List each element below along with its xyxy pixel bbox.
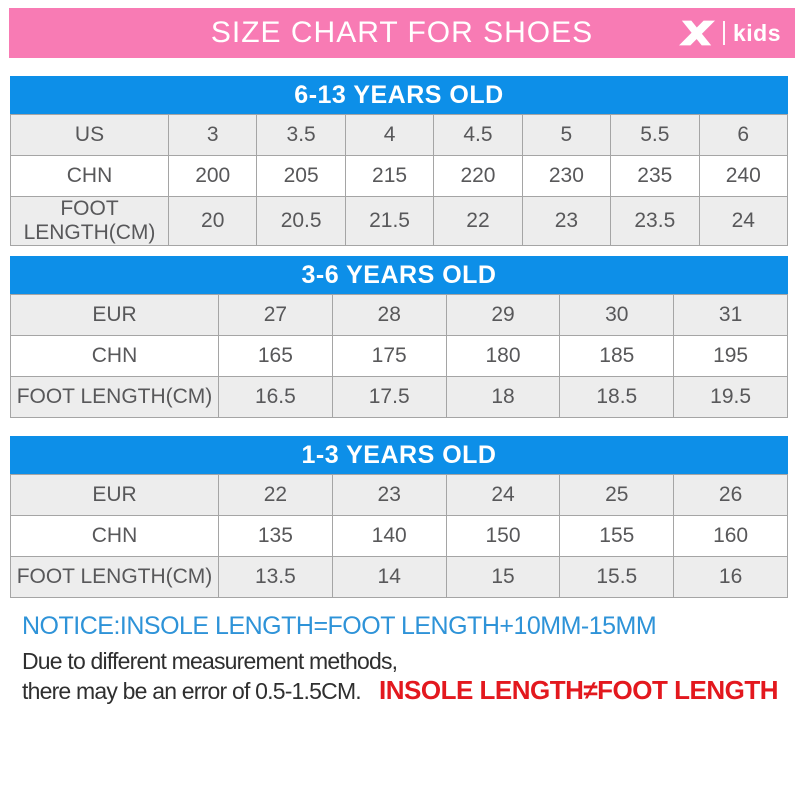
row-label-us: US [11, 115, 169, 156]
cell-eur3-1: 23 [332, 475, 446, 516]
cell-us-3: 4.5 [434, 115, 522, 156]
cell-eur2-2: 29 [446, 295, 560, 336]
cell-eur3-4: 26 [674, 475, 788, 516]
cell-chn3-2: 150 [446, 516, 560, 557]
cell-fl3-0: 13.5 [219, 557, 333, 598]
cell-fl3-4: 16 [674, 557, 788, 598]
cell-fl2-1: 17.5 [332, 377, 446, 418]
cell-fl2-2: 18 [446, 377, 560, 418]
cell-eur3-3: 25 [560, 475, 674, 516]
row-label-footlength-1: FOOT LENGTH(CM) [11, 197, 169, 246]
cell-chn1-1: 205 [257, 156, 345, 197]
cell-chn1-3: 220 [434, 156, 522, 197]
cell-us-0: 3 [169, 115, 257, 156]
cell-fl3-3: 15.5 [560, 557, 674, 598]
cell-us-2: 4 [345, 115, 433, 156]
cell-chn2-0: 165 [219, 336, 333, 377]
cell-chn2-1: 175 [332, 336, 446, 377]
cell-chn1-5: 235 [611, 156, 699, 197]
table-row-us [11, 115, 788, 156]
cell-us-4: 5 [522, 115, 610, 156]
table-row-footlength-2 [11, 377, 788, 418]
size-table-6-13-years [10, 76, 788, 246]
cell-eur2-1: 28 [332, 295, 446, 336]
page-title: SIZE CHART FOR SHOES [210, 16, 594, 49]
cell-chn1-2: 215 [345, 156, 433, 197]
notice-section [22, 612, 788, 706]
row-label-eur-3: EUR [11, 475, 219, 516]
row-label-chn-1: CHN [11, 156, 169, 197]
notice-warning: INSOLE LENGTH≠FOOT LENGTH [379, 675, 778, 705]
cell-fl2-3: 18.5 [560, 377, 674, 418]
size-grid-1-3 [10, 474, 788, 598]
cell-us-6: 6 [699, 115, 787, 156]
cell-us-1: 3.5 [257, 115, 345, 156]
cell-fl1-1: 20.5 [257, 197, 345, 246]
cell-fl1-4: 23 [522, 197, 610, 246]
notice-row [22, 675, 788, 706]
table-title-6-13: 6-13 YEARS OLD [10, 76, 788, 114]
table-row-eur-2 [11, 295, 788, 336]
row-label-chn-3: CHN [11, 516, 219, 557]
cell-chn1-6: 240 [699, 156, 787, 197]
cell-chn2-4: 195 [674, 336, 788, 377]
cell-eur2-3: 30 [560, 295, 674, 336]
table-title-3-6: 3-6 YEARS OLD [10, 256, 788, 294]
table-row-chn-3 [11, 516, 788, 557]
notice-line-1: Due to different measurement methods, [22, 648, 398, 674]
cell-chn3-3: 155 [560, 516, 674, 557]
table-row-chn-1 [11, 156, 788, 197]
cell-fl1-0: 20 [169, 197, 257, 246]
cell-fl2-4: 19.5 [674, 377, 788, 418]
cell-fl3-2: 15 [446, 557, 560, 598]
size-table-1-3-years [10, 436, 788, 598]
table-row-chn-2 [11, 336, 788, 377]
brand-logo [679, 8, 781, 58]
cell-chn2-2: 180 [446, 336, 560, 377]
cell-us-5: 5.5 [611, 115, 699, 156]
cell-fl1-3: 22 [434, 197, 522, 246]
table-title-1-3: 1-3 YEARS OLD [10, 436, 788, 474]
table-row-footlength-1 [11, 197, 788, 246]
notice-headline: NOTICE:INSOLE LENGTH=FOOT LENGTH+10MM-15MM [22, 612, 657, 640]
row-label-footlength-3: FOOT LENGTH(CM) [11, 557, 219, 598]
cell-eur2-4: 31 [674, 295, 788, 336]
cell-eur3-2: 24 [446, 475, 560, 516]
table-row-eur-3 [11, 475, 788, 516]
cell-fl1-6: 24 [699, 197, 787, 246]
cell-fl1-5: 23.5 [611, 197, 699, 246]
cell-chn3-0: 135 [219, 516, 333, 557]
cell-eur2-0: 27 [219, 295, 333, 336]
brand-divider [723, 21, 725, 45]
size-table-3-6-years [10, 256, 788, 418]
cell-chn2-3: 185 [560, 336, 674, 377]
cell-eur3-0: 22 [219, 475, 333, 516]
row-label-footlength-2: FOOT LENGTH(CM) [11, 377, 219, 418]
cell-chn1-0: 200 [169, 156, 257, 197]
cell-fl2-0: 16.5 [219, 377, 333, 418]
brand-name: kids [732, 19, 781, 46]
cell-chn3-1: 140 [332, 516, 446, 557]
cell-fl3-1: 14 [332, 557, 446, 598]
row-label-eur-2: EUR [11, 295, 219, 336]
cell-chn3-4: 160 [674, 516, 788, 557]
xtep-x-icon [679, 20, 715, 46]
size-grid-3-6 [10, 294, 788, 418]
cell-fl1-2: 21.5 [345, 197, 433, 246]
notice-line-2: there may be an error of 0.5-1.5CM. [22, 678, 361, 704]
table-row-footlength-3 [11, 557, 788, 598]
cell-chn1-4: 230 [522, 156, 610, 197]
row-label-chn-2: CHN [11, 336, 219, 377]
size-grid-6-13 [10, 114, 788, 246]
header-banner [9, 8, 795, 58]
